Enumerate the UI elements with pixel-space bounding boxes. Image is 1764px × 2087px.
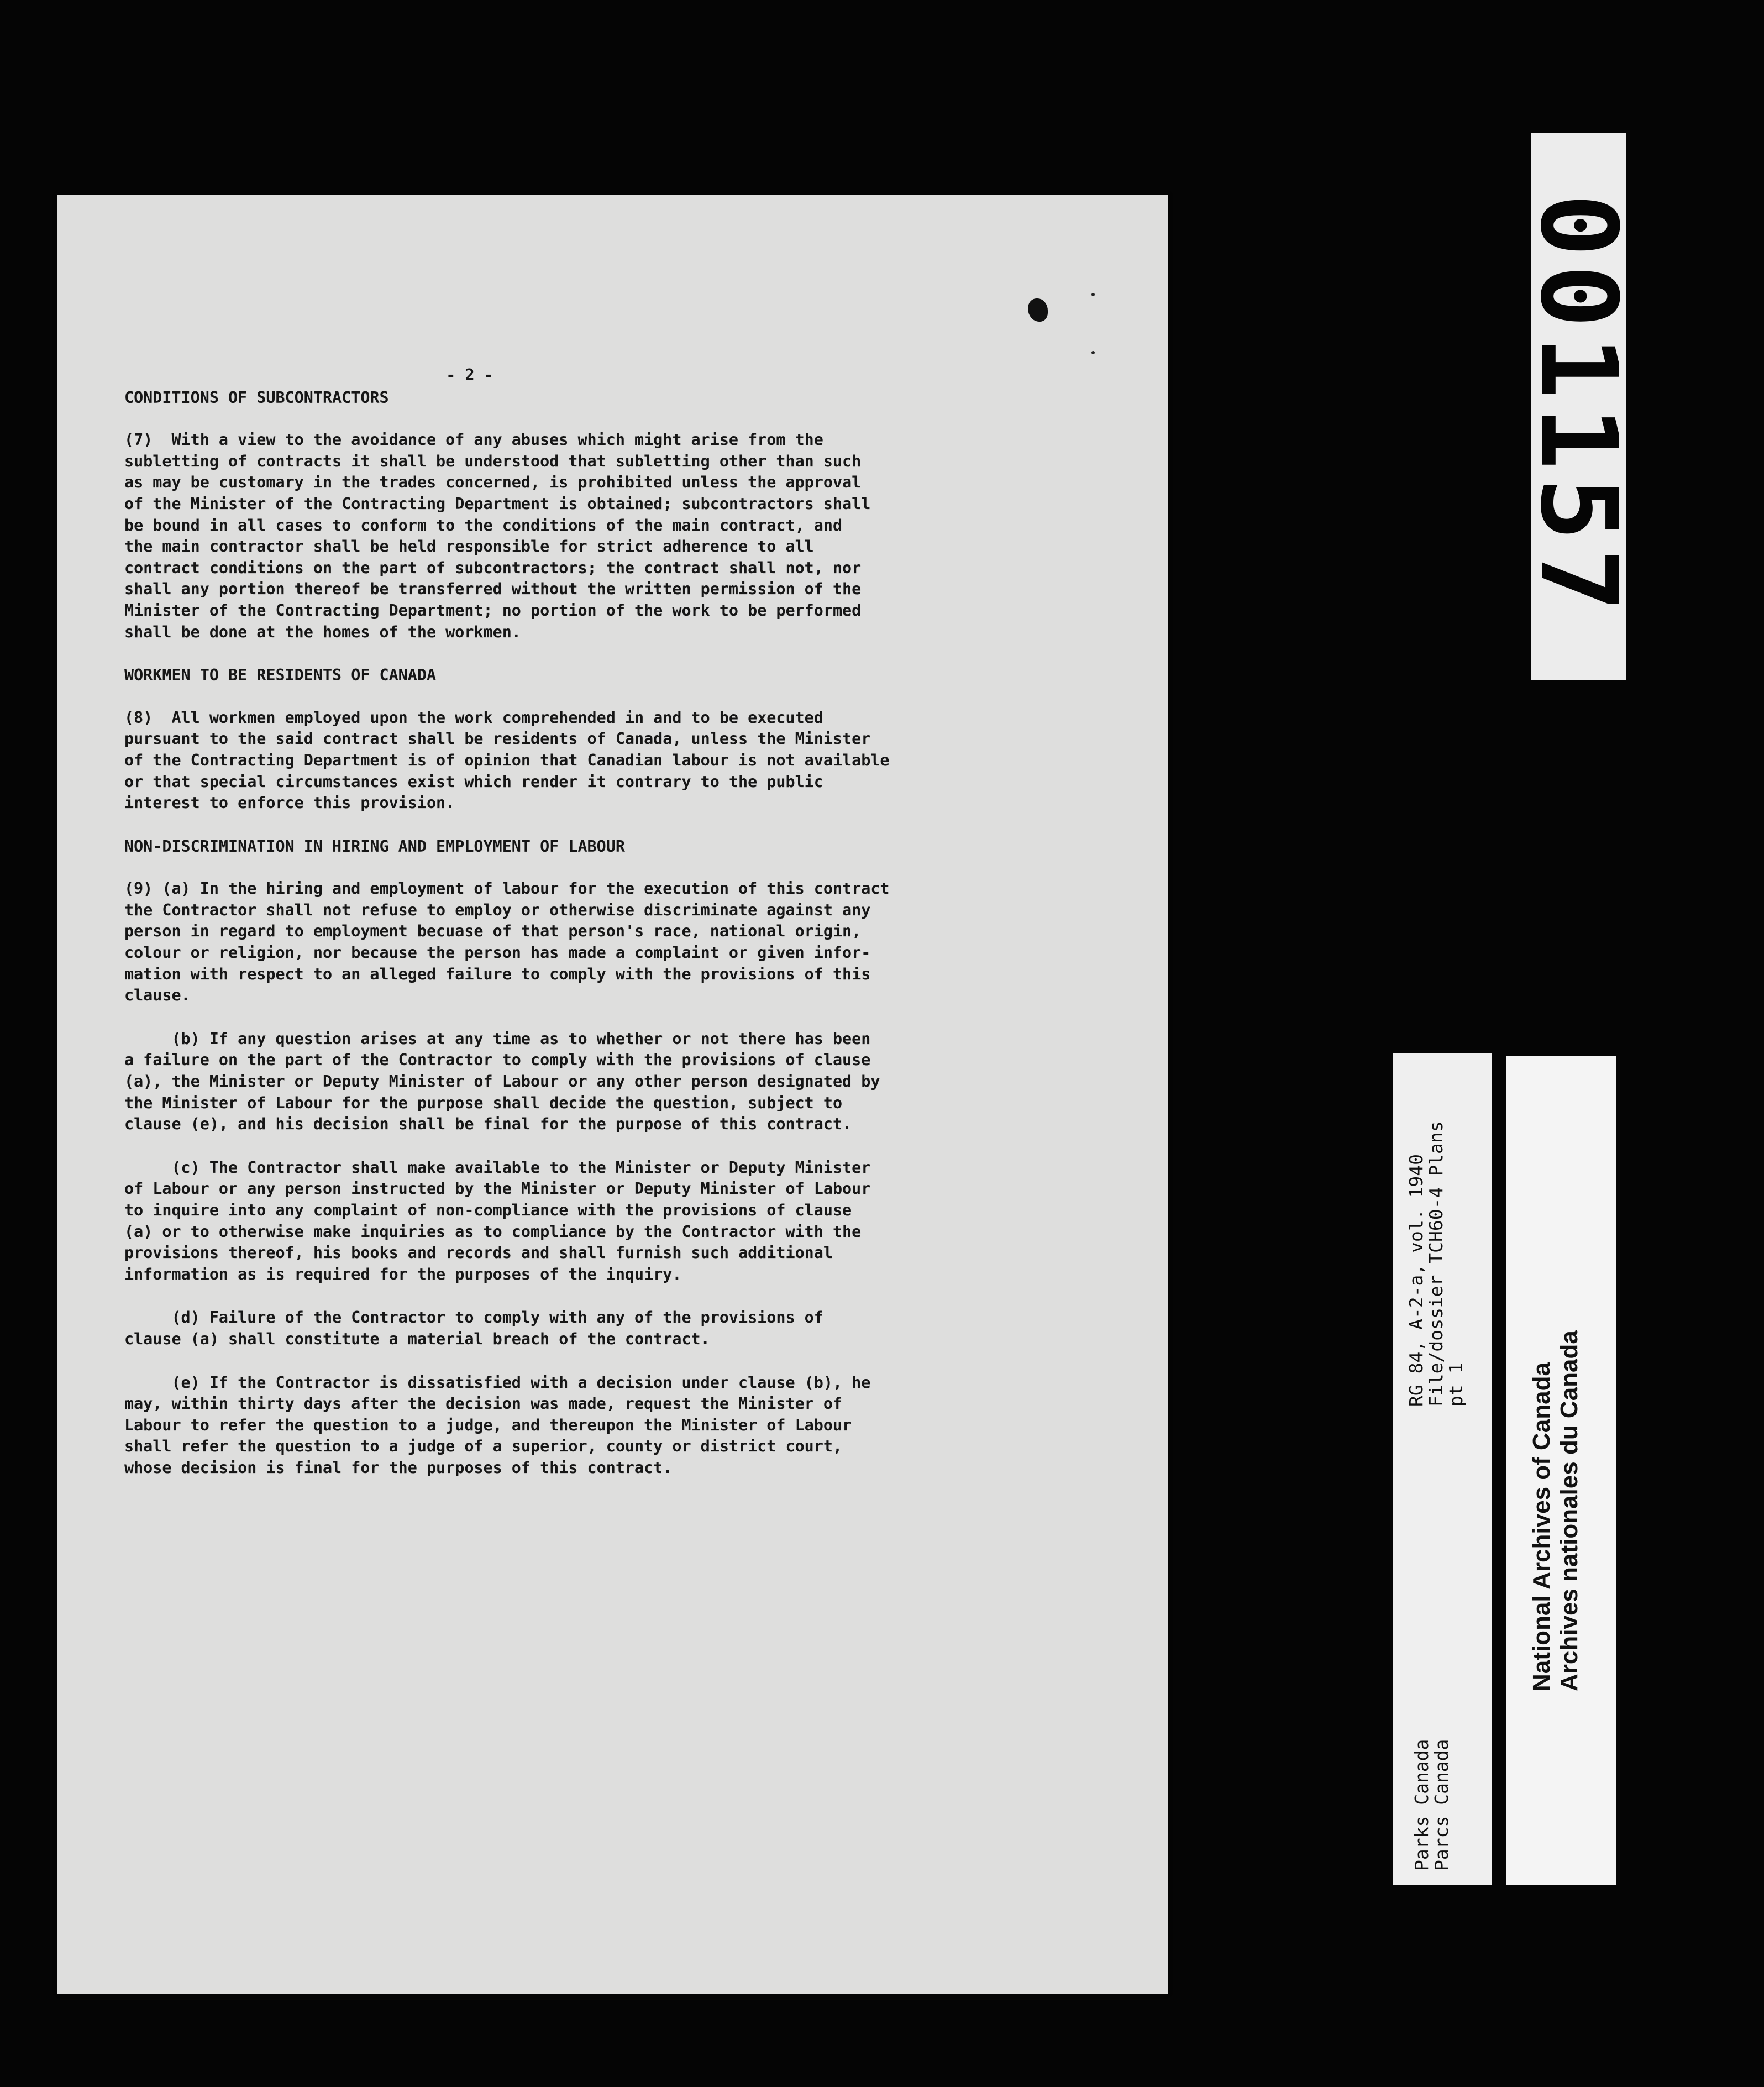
paragraph: (8) All workmen employed upon the work comprehended in and to be executed pursuant to the said contract shall be residents of Canada, unless the Minister of the Contracting Department is of opinion that Canadian labour is not available or that special circumstances exist which render it contrary to the public interest to enforce this provision. <box>124 708 890 812</box>
ink-speck <box>1091 293 1095 296</box>
archive-reference-line3: pt 1 <box>1445 1362 1467 1407</box>
paragraph: (e) If the Contractor is dissatisfied with a decision under clause (b), he may, within thirty days after the decision was made, request the Minister of Labour to refer the question to a judge, and thereupon the Minister of Labour shall refer the question to a judge of a superior, county or district court, whose decision is final for the purposes of this contract. <box>124 1373 871 1477</box>
paragraph: (7) With a view to the avoidance of any abuses which might arise from the subletting of contracts it shall be understood that subletting other than such as may be customary in the trades concerned, is prohibited unless the approval of the Minister of the Contracting Department is obtained; subcontractors shall be bound in all cases to conform to the conditions of the main contract, and the main contractor shall be held responsible for strict adherence to all contract conditions on the part of subcontractors; the contract shall not, nor shall any portion thereof be transferred without the written permission of the Minister of the Contracting Department; no portion of the work to be performed shall be done at the homes of the workmen. <box>124 431 871 641</box>
page-number: - 2 - <box>446 366 494 384</box>
frame-number-text: 001157 <box>1517 193 1640 620</box>
frame-number <box>1517 133 1640 680</box>
archive-reference-line2: File/dossier TCH60-4 Plans <box>1425 1121 1447 1407</box>
archive-name <box>1528 1330 1583 1691</box>
paragraph: (d) Failure of the Contractor to comply with any of the provisions of clause (a) shall constitute a material breach of the contract. <box>124 1308 823 1348</box>
typed-text <box>124 365 1097 1479</box>
archive-reference-line1: RG 84, A-2-a, vol. 1940 <box>1405 1154 1427 1407</box>
paragraph: (b) If any question arises at any time as to whether or not there has been a failure on the part of the Contractor to comply with the provisions of clause (a), the Minister or Deputy Minister of Labour or any other person designated by the Minister of Labour for the purpose shall decide the question, subject to clause (e), and his decision shall be final for the purpose of this contract. <box>124 1029 880 1134</box>
paragraph: (9) (a) In the hiring and employment of labour for the execution of this contract the Contractor shall not refuse to employ or otherwise discriminate against any person in regard to employment becuase of that person's race, national origin, colour or religion, nor because the person has made a complaint or given infor- mation with respect to an alleged failure to comply with the provisions of this clause. <box>124 879 890 1005</box>
paragraph: (c) The Contractor shall make available to the Minister or Deputy Minister of Labour or any person instructed by the Minister or Deputy Minister of Labour to inquire into any complaint of non-compliance with the provisions of clause (a) or to otherwise make inquiries as to compliance by the Contractor with the provisions thereof, his books and records and shall furnish such additional information as is required for the purposes of the inquiry. <box>124 1158 871 1283</box>
section-heading: NON-DISCRIMINATION IN HIRING AND EMPLOYMENT OF LABOUR <box>124 837 625 856</box>
ink-speck <box>1091 351 1095 354</box>
section-heading: CONDITIONS OF SUBCONTRACTORS <box>124 388 389 407</box>
agency-label <box>1412 1739 1452 1871</box>
agency-line1: Parks Canada <box>1411 1739 1432 1871</box>
archive-name-line1: National Archives of Canada <box>1528 1362 1555 1691</box>
section-heading: WORKMEN TO BE RESIDENTS OF CANADA <box>124 666 437 685</box>
archive-name-line2: Archives nationales du Canada <box>1556 1330 1583 1691</box>
agency-line2: Parcs Canada <box>1431 1739 1452 1871</box>
archive-reference <box>1406 1121 1466 1407</box>
